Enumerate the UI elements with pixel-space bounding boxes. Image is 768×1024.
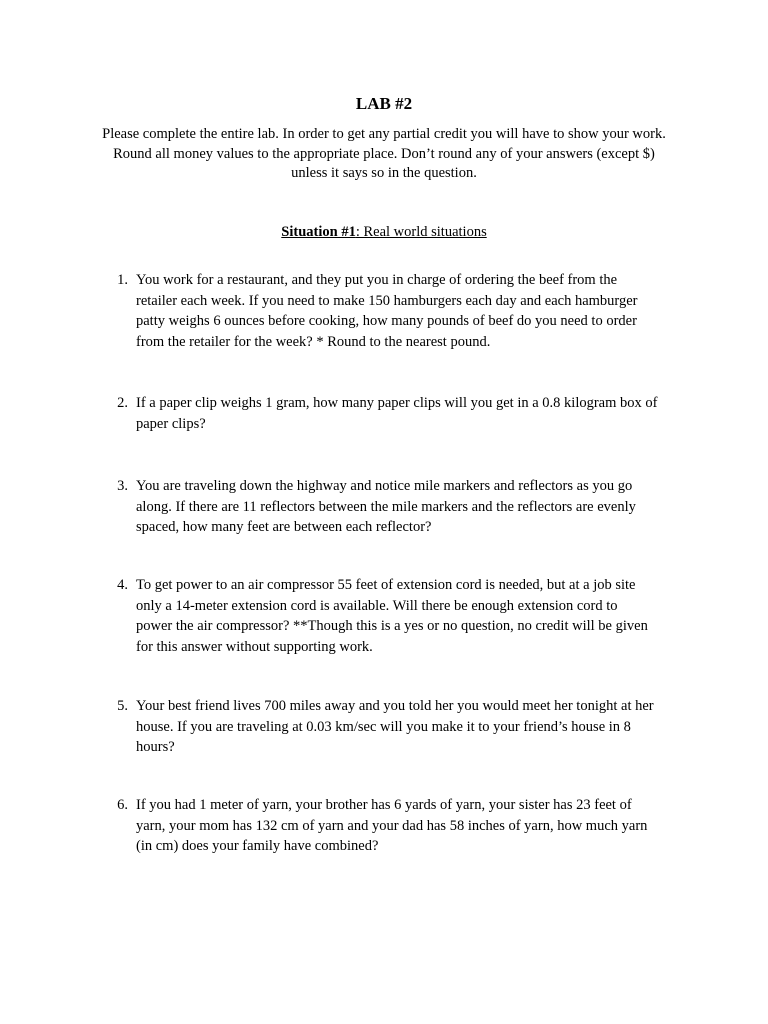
question-line: from the retailer for the week? * Round to the nearest pound. (136, 333, 491, 350)
question-line: Your best friend lives 700 miles away and you told her you would meet her tonight at her (136, 698, 654, 714)
question-line: You are traveling down the highway and notice mile markers and reflectors as you go (136, 478, 633, 494)
question-number: 1. (117, 272, 128, 288)
question-text (136, 476, 684, 538)
question-line: along. If there are 11 reflectors between the mile markers and the reflectors are evenly (136, 498, 636, 515)
question-line: (in cm) does your family have combined? (136, 838, 379, 854)
question-line: patty weighs 6 ounces before cooking, how many pounds of beef do you need to order (136, 313, 637, 329)
page-title: LAB #2 (355, 94, 413, 113)
section-text: : Real world situations (355, 224, 487, 240)
question-text (136, 795, 684, 857)
question-line: paper clips? (136, 415, 206, 432)
question-line: for this answer without supporting work. (136, 638, 373, 655)
question-number: 5. (117, 698, 128, 714)
question-line: only a 14-meter extension cord is available. Will there be enough extension cord to (136, 597, 618, 614)
question-text (136, 393, 684, 434)
question-line: To get power to an air compressor 55 feet of extension cord is needed, but at a job site (136, 577, 636, 593)
question-number: 3. (117, 478, 128, 494)
intro-paragraph (84, 125, 684, 184)
question-text (136, 575, 684, 657)
question-text (136, 696, 684, 758)
question-line: hours? (136, 739, 175, 755)
question-line: power the air compressor? **Though this is a yes or no question, no credit will be given (136, 618, 648, 634)
intro-line: Round all money values to the appropriate place. Don’t round any of your answers (except $) (113, 145, 655, 162)
section-heading (0, 223, 768, 243)
section-label: Situation #1 (281, 224, 356, 240)
intro-line: unless it says so in the question. (291, 165, 477, 181)
intro-line: Please complete the entire lab. In order to get any partial credit you will have to show your work. (102, 126, 666, 142)
question-line: yarn, your mom has 132 cm of yarn and your dad has 58 inches of yarn, how much yarn (136, 817, 648, 834)
question-line: If you had 1 meter of yarn, your brother has 6 yards of yarn, your sister has 23 feet of (136, 797, 632, 813)
question-line: spaced, how many feet are between each reflector? (136, 519, 432, 535)
question-number: 4. (117, 577, 128, 593)
question-line: You work for a restaurant, and they put you in charge of ordering the beef from the (136, 272, 618, 288)
question-text (136, 270, 684, 352)
question-number: 2. (117, 395, 128, 411)
question-line: retailer each week. If you need to make 150 hamburgers each day and each hamburger (136, 292, 638, 309)
question-line: If a paper clip weighs 1 gram, how many paper clips will you get in a 0.8 kilogram box of (136, 395, 658, 411)
question-number: 6. (117, 797, 128, 813)
question-line: house. If you are traveling at 0.03 km/sec will you make it to your friend’s house in 8 (136, 718, 631, 735)
